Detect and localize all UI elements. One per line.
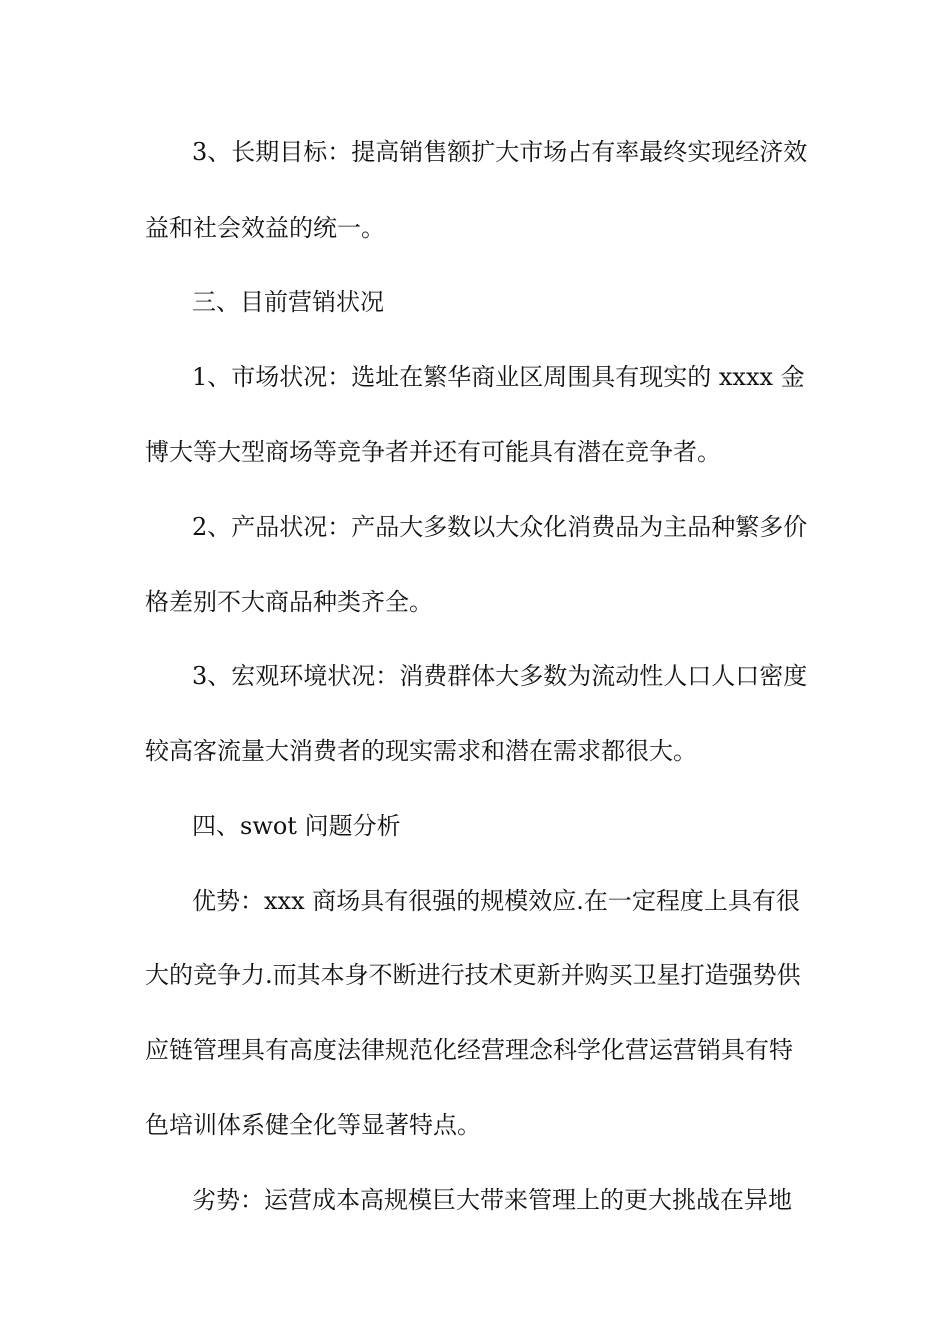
paragraph-line: 应链管理具有高度法律规范化经营理念科学化营运营销具有特 bbox=[145, 1036, 793, 1064]
paragraph-line: 3、宏观环境状况：消费群体大多数为流动性人口人口密度 bbox=[192, 662, 808, 690]
paragraph-line: 格差别不大商品种类齐全。 bbox=[145, 588, 433, 616]
paragraph-line: 博大等大型商场等竞争者并还有可能具有潜在竞争者。 bbox=[145, 438, 721, 466]
paragraph-line: 2、产品状况：产品大多数以大众化消费品为主品种繁多价 bbox=[192, 513, 808, 541]
paragraph-line: 较高客流量大消费者的现实需求和潜在需求都很大。 bbox=[145, 737, 697, 765]
paragraph-line: 1、市场状况：选址在繁华商业区周围具有现实的 xxxx 金 bbox=[192, 363, 805, 391]
paragraph-line: 大的竞争力.而其本身不断进行技术更新并购买卫星打造强势供 bbox=[145, 961, 801, 989]
paragraph-line: 益和社会效益的统一。 bbox=[145, 214, 385, 242]
section-heading: 三、目前营销状况 bbox=[192, 288, 384, 316]
paragraph-line: 劣势：运营成本高规模巨大带来管理上的更大挑战在异地 bbox=[192, 1186, 792, 1214]
paragraph-line: 色培训体系健全化等显著特点。 bbox=[145, 1111, 481, 1139]
section-heading: 四、swot 问题分析 bbox=[192, 812, 401, 840]
paragraph-line: 优势：xxx 商场具有很强的规模效应.在一定程度上具有很 bbox=[192, 887, 800, 915]
paragraph-line: 3、长期目标：提高销售额扩大市场占有率最终实现经济效 bbox=[192, 138, 808, 166]
